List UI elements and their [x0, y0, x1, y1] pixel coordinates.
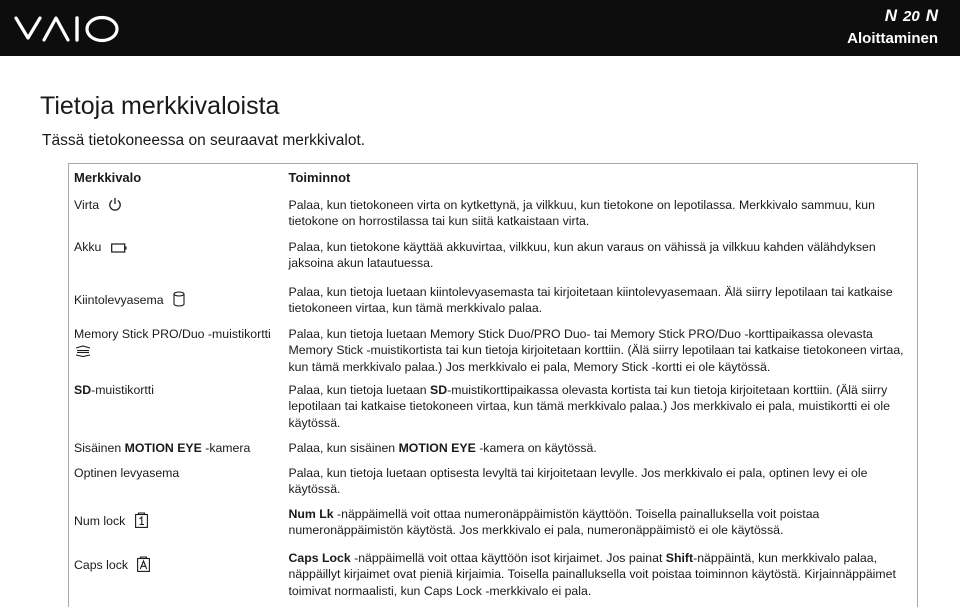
table-row	[69, 550, 917, 607]
table-header-row	[69, 164, 917, 197]
page-title: Tietoja merkkivaloista	[40, 92, 280, 120]
indicator-label: -muistikortti	[91, 382, 154, 397]
prev-page-arrow[interactable]: N	[884, 6, 898, 25]
function-cell: Palaa, kun tietokoneen virta on kytkettynä, ja vilkkuu, kun tietokone on lepotilassa. Merkkivalo sammuu, kun tietokone on horrostilassa tai kun siitä katkaistaan virta.	[288, 197, 875, 228]
indicator-cell	[69, 382, 281, 440]
section-title: Aloittaminen	[847, 30, 938, 47]
indicator-label-bold: MOTION EYE	[124, 440, 202, 455]
function-cell: Palaa, kun tietoja luetaan Memory Stick Duo/PRO Duo- tai Memory Stick PRO/Duo -korttipaikassa olevasta Memory Stick -muistikortista tai kun tietoja kirjoitetaan korttiin. (Älä siirry lepotilaan tai katkaise tietokoneen virtaa, kun tämä merkkivalo palaa.) Jos merkkivalo ei pala, Memory Stick -kortti ei ole käytössä.	[288, 326, 904, 374]
indicator-label: Caps lock	[74, 557, 128, 572]
table-row	[69, 465, 917, 506]
page-header	[0, 0, 960, 56]
function-cell: Palaa, kun tietokone käyttää akkuvirtaa, vilkkuu, kun akun varaus on vähissä ja vilkkuu kahden välähdyksen jaksoina akun latautuessa.	[288, 239, 876, 270]
column-header-indicator: Merkkivalo	[74, 170, 142, 185]
page-number: 20	[903, 7, 920, 25]
function-cell: Palaa, kun tietoja luetaan kiintolevyasemasta tai kirjoitetaan kiintolevyasemaan. Älä siirry lepotilaan tai katkaise tietokoneen virtaa, kun tämä merkkivalo palaa.	[288, 284, 893, 315]
table-row	[69, 506, 917, 550]
page-navigation	[885, 6, 938, 26]
vaio-logo	[14, 12, 124, 46]
indicator-cell	[69, 440, 281, 465]
power-icon	[108, 197, 122, 212]
function-text: -näppäimellä voit ottaa käyttöön isot kirjaimet. Jos painat	[350, 550, 666, 565]
function-text: -näppäimellä voit ottaa numeronäppäimistön käyttöön. Toisella painalluksella voit poistaa numeronäppäimistön käytöstä. Jos merkkivalo ei pala, numeronäppäimistö ei ole käytössä.	[288, 506, 820, 537]
next-page-arrow[interactable]: N	[925, 6, 938, 25]
intro-text: Tässä tietokoneessa on seuraavat merkkivalot.	[42, 132, 366, 149]
indicator-cell	[69, 550, 281, 607]
indicator-cell	[69, 326, 281, 382]
num-lock-icon	[135, 512, 148, 528]
function-text-bold: MOTION EYE	[398, 440, 476, 455]
indicator-label: Virta	[74, 197, 100, 212]
table-row	[69, 382, 917, 440]
function-text-bold: Num Lk	[288, 506, 334, 521]
function-cell	[281, 382, 918, 440]
indicator-cell	[69, 197, 281, 239]
function-cell: Palaa, kun tietoja luetaan optisesta levyltä tai kirjoitetaan levylle. Jos merkkivalo ei pala, optinen levy ei ole käytössä.	[288, 465, 868, 496]
column-header-functions: Toiminnot	[288, 170, 351, 185]
function-text-bold: Shift	[665, 550, 694, 565]
indicator-cell: Optinen levyasema	[74, 465, 180, 480]
table-row	[69, 440, 917, 465]
function-cell	[281, 506, 918, 550]
table-row	[69, 326, 917, 382]
indicator-cell	[69, 239, 281, 284]
indicator-cell	[69, 284, 281, 326]
function-cell	[281, 550, 918, 607]
table-row	[69, 284, 917, 326]
indicator-label: -kamera	[201, 440, 251, 455]
function-text: Palaa, kun tietoja luetaan	[288, 382, 431, 397]
indicator-cell	[69, 506, 281, 550]
indicator-label: Kiintolevyasema	[74, 292, 164, 307]
function-text-bold: Caps Lock	[288, 550, 351, 565]
indicator-table	[68, 163, 918, 607]
hard-disk-icon	[173, 291, 185, 307]
function-text: -näppäintä, kun merkkivalo palaa, näppäillyt kirjaimet ovat pieniä kirjaimia. Toisella painalluksella voit poistaa toiminnon käytöstä. Kirjainnäppäimet toimivat normaalisti, kun Caps Lock -merkkivalo ei pala.	[288, 550, 896, 598]
indicator-label: Sisäinen	[74, 440, 125, 455]
indicator-label: Akku	[74, 239, 102, 254]
function-text: -kamera on käytössä.	[475, 440, 597, 455]
table-row	[69, 197, 917, 239]
table-row	[69, 239, 917, 284]
battery-icon	[111, 242, 127, 254]
indicator-label: Num lock	[74, 513, 126, 528]
caps-lock-icon	[137, 556, 150, 572]
indicator-label-bold: SD	[74, 382, 92, 397]
function-text: Palaa, kun sisäinen	[288, 440, 399, 455]
memory-stick-icon	[74, 345, 92, 357]
function-text-bold: SD	[430, 382, 448, 397]
function-cell	[281, 440, 918, 465]
function-text: -muistikorttipaikassa olevasta kortista tai kun tietoja kirjoitetaan korttiin. (Älä siirry lepotilaan tai katkaise tietokoneen virtaa, kun tämä merkkivalo palaa.) Jos merkkivalo ei pala, muistikortti ei ole käytössä.	[288, 382, 890, 430]
indicator-label: Memory Stick PRO/Duo -muistikortti	[74, 326, 271, 341]
